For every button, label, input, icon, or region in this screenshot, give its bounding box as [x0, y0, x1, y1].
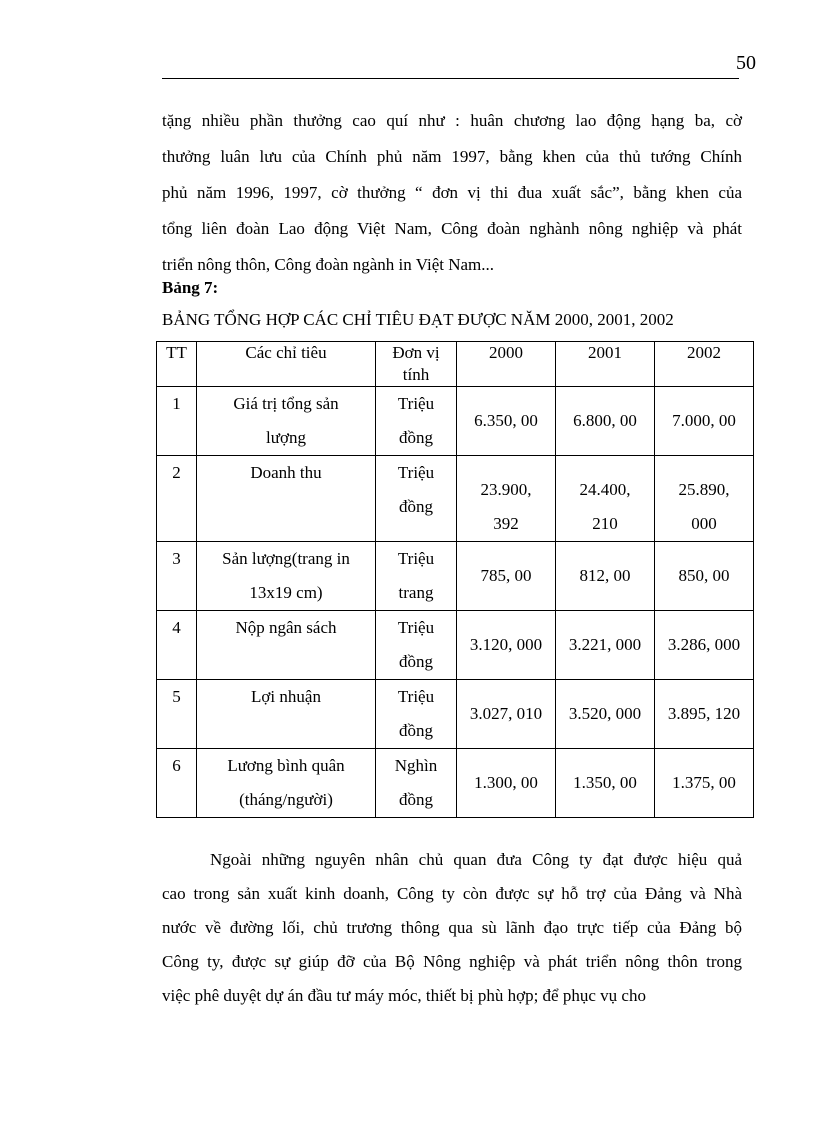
header-2001: 2001 — [556, 342, 655, 387]
value-text: 812, 00 — [579, 566, 631, 585]
value-text: 7.000, 00 — [672, 411, 736, 430]
cell-indicator — [197, 456, 376, 542]
indicator-line: Lương bình quân — [227, 756, 345, 775]
indicator-line: lượng — [266, 428, 306, 447]
value-text: 850, 00 — [678, 566, 730, 585]
unit-line: đồng — [399, 652, 433, 671]
header-unit-line2: tính — [402, 365, 430, 384]
page-number: 50 — [736, 52, 756, 74]
unit-line: Triệu — [397, 618, 435, 637]
unit-line: đồng — [399, 721, 433, 740]
paragraph-line: cao trong sản xuất kinh doanh, Công ty còn được sự hỗ trợ của Đảng và Nhà — [162, 884, 742, 903]
value-text: 3.027, 010 — [469, 704, 543, 723]
paragraph-line: Công ty, được sự giúp đỡ của Bộ Nông nghiệp và phát triển nông thôn trong — [162, 952, 742, 971]
value-text: 6.800, 00 — [573, 411, 637, 430]
cell-2001 — [556, 749, 655, 818]
indicator-line: (tháng/người) — [239, 790, 333, 809]
value-text: 24.400, — [579, 480, 631, 499]
unit-line: đồng — [399, 428, 433, 447]
value-text: 1.375, 00 — [672, 773, 736, 792]
cell-indicator — [197, 542, 376, 611]
cell-2000 — [457, 387, 556, 456]
paragraph-support — [162, 843, 742, 1013]
value-text: 6.350, 00 — [474, 411, 538, 430]
value-text: 3.520, 000 — [568, 704, 642, 723]
summary-table — [156, 341, 754, 818]
paragraph-line: phủ năm 1996, 1997, cờ thưởng “ đơn vị thi đua xuất sắc”, bằng khen của — [162, 183, 742, 202]
cell-tt: 6 — [157, 749, 197, 818]
paragraph-line: thưởng luân lưu của Chính phủ năm 1997, bằng khen của thủ tướng Chính — [162, 147, 742, 166]
table-row — [157, 387, 754, 456]
value-text: 1.300, 00 — [474, 773, 538, 792]
cell-2000 — [457, 611, 556, 680]
header-rule — [162, 78, 739, 79]
table-row — [157, 749, 754, 818]
cell-tt: 5 — [157, 680, 197, 749]
table-row — [157, 456, 754, 542]
cell-2001 — [556, 456, 655, 542]
cell-tt: 1 — [157, 387, 197, 456]
unit-line: Triệu — [397, 687, 435, 706]
value-text: 3.221, 000 — [568, 635, 642, 654]
table-label: Bảng 7: — [162, 278, 219, 297]
table-header-row — [157, 342, 754, 387]
value-text: 000 — [691, 514, 717, 533]
indicator-line: Sản lượng(trang in — [222, 549, 350, 568]
cell-2000 — [457, 749, 556, 818]
unit-line: trang — [398, 583, 434, 602]
paragraph-line: nước về đường lối, chủ trương thông qua sù lãnh đạo trực tiếp của Đảng bộ — [162, 918, 742, 937]
value-text: 23.900, — [480, 480, 532, 499]
cell-indicator — [197, 749, 376, 818]
table-row — [157, 680, 754, 749]
header-unit-line1: Đơn vị — [392, 343, 440, 362]
header-2000: 2000 — [457, 342, 556, 387]
cell-unit — [376, 542, 457, 611]
cell-2002 — [655, 387, 754, 456]
header-tt: TT — [157, 342, 197, 387]
value-text: 3.895, 120 — [667, 704, 741, 723]
indicator-line: Giá trị tổng sản — [233, 394, 339, 413]
cell-2002 — [655, 680, 754, 749]
indicator-line: 13x19 cm) — [249, 583, 323, 602]
cell-indicator — [197, 611, 376, 680]
cell-2002 — [655, 542, 754, 611]
indicator-line: Doanh thu — [250, 463, 322, 482]
unit-line: đồng — [399, 497, 433, 516]
unit-line: Triệu — [397, 394, 435, 413]
cell-unit — [376, 749, 457, 818]
value-text: 1.350, 00 — [573, 773, 637, 792]
cell-2000 — [457, 542, 556, 611]
table-title: BẢNG TỔNG HỢP CÁC CHỈ TIÊU ĐẠT ĐƯỢC NĂM 2000, 2001, 2002 — [162, 310, 674, 329]
cell-2002 — [655, 749, 754, 818]
table-row — [157, 542, 754, 611]
cell-2001 — [556, 542, 655, 611]
header-indicator: Các chỉ tiêu — [197, 342, 376, 387]
paragraph-line: Ngoài những nguyên nhân chủ quan đưa Công ty đạt được hiệu quả — [210, 850, 742, 869]
unit-line: Triệu — [397, 549, 435, 568]
cell-unit — [376, 387, 457, 456]
paragraph-awards — [162, 103, 742, 283]
indicator-line: Lợi nhuận — [251, 687, 321, 706]
header-2002: 2002 — [655, 342, 754, 387]
unit-line: đồng — [399, 790, 433, 809]
cell-tt: 3 — [157, 542, 197, 611]
paragraph-line: triển nông thôn, Công đoàn ngành in Việt Nam... — [162, 255, 495, 274]
cell-unit — [376, 680, 457, 749]
cell-indicator — [197, 680, 376, 749]
value-text: 25.890, — [678, 480, 730, 499]
cell-unit — [376, 611, 457, 680]
value-text: 392 — [493, 514, 519, 533]
paragraph-line: tổng liên đoàn Lao động Việt Nam, Công đoàn nghành nông nghiệp và phát — [162, 219, 742, 238]
unit-line: Triệu — [397, 463, 435, 482]
cell-2002 — [655, 611, 754, 680]
value-text: 785, 00 — [480, 566, 532, 585]
table-row — [157, 611, 754, 680]
value-text: 3.286, 000 — [667, 635, 741, 654]
value-text: 210 — [592, 514, 618, 533]
paragraph-line: việc phê duyệt dự án đầu tư máy móc, thiết bị phù hợp; để phục vụ cho — [162, 986, 646, 1005]
cell-2001 — [556, 611, 655, 680]
cell-2002 — [655, 456, 754, 542]
cell-2001 — [556, 387, 655, 456]
cell-2000 — [457, 456, 556, 542]
indicator-line: Nộp ngân sách — [235, 618, 337, 637]
cell-2000 — [457, 680, 556, 749]
paragraph-line: tặng nhiều phần thưởng cao quí như : huân chương lao động hạng ba, cờ — [162, 111, 742, 130]
cell-unit — [376, 456, 457, 542]
cell-tt: 4 — [157, 611, 197, 680]
unit-line: Nghìn — [394, 756, 438, 775]
value-text: 3.120, 000 — [469, 635, 543, 654]
header-unit — [376, 342, 457, 387]
cell-2001 — [556, 680, 655, 749]
cell-tt: 2 — [157, 456, 197, 542]
cell-indicator — [197, 387, 376, 456]
